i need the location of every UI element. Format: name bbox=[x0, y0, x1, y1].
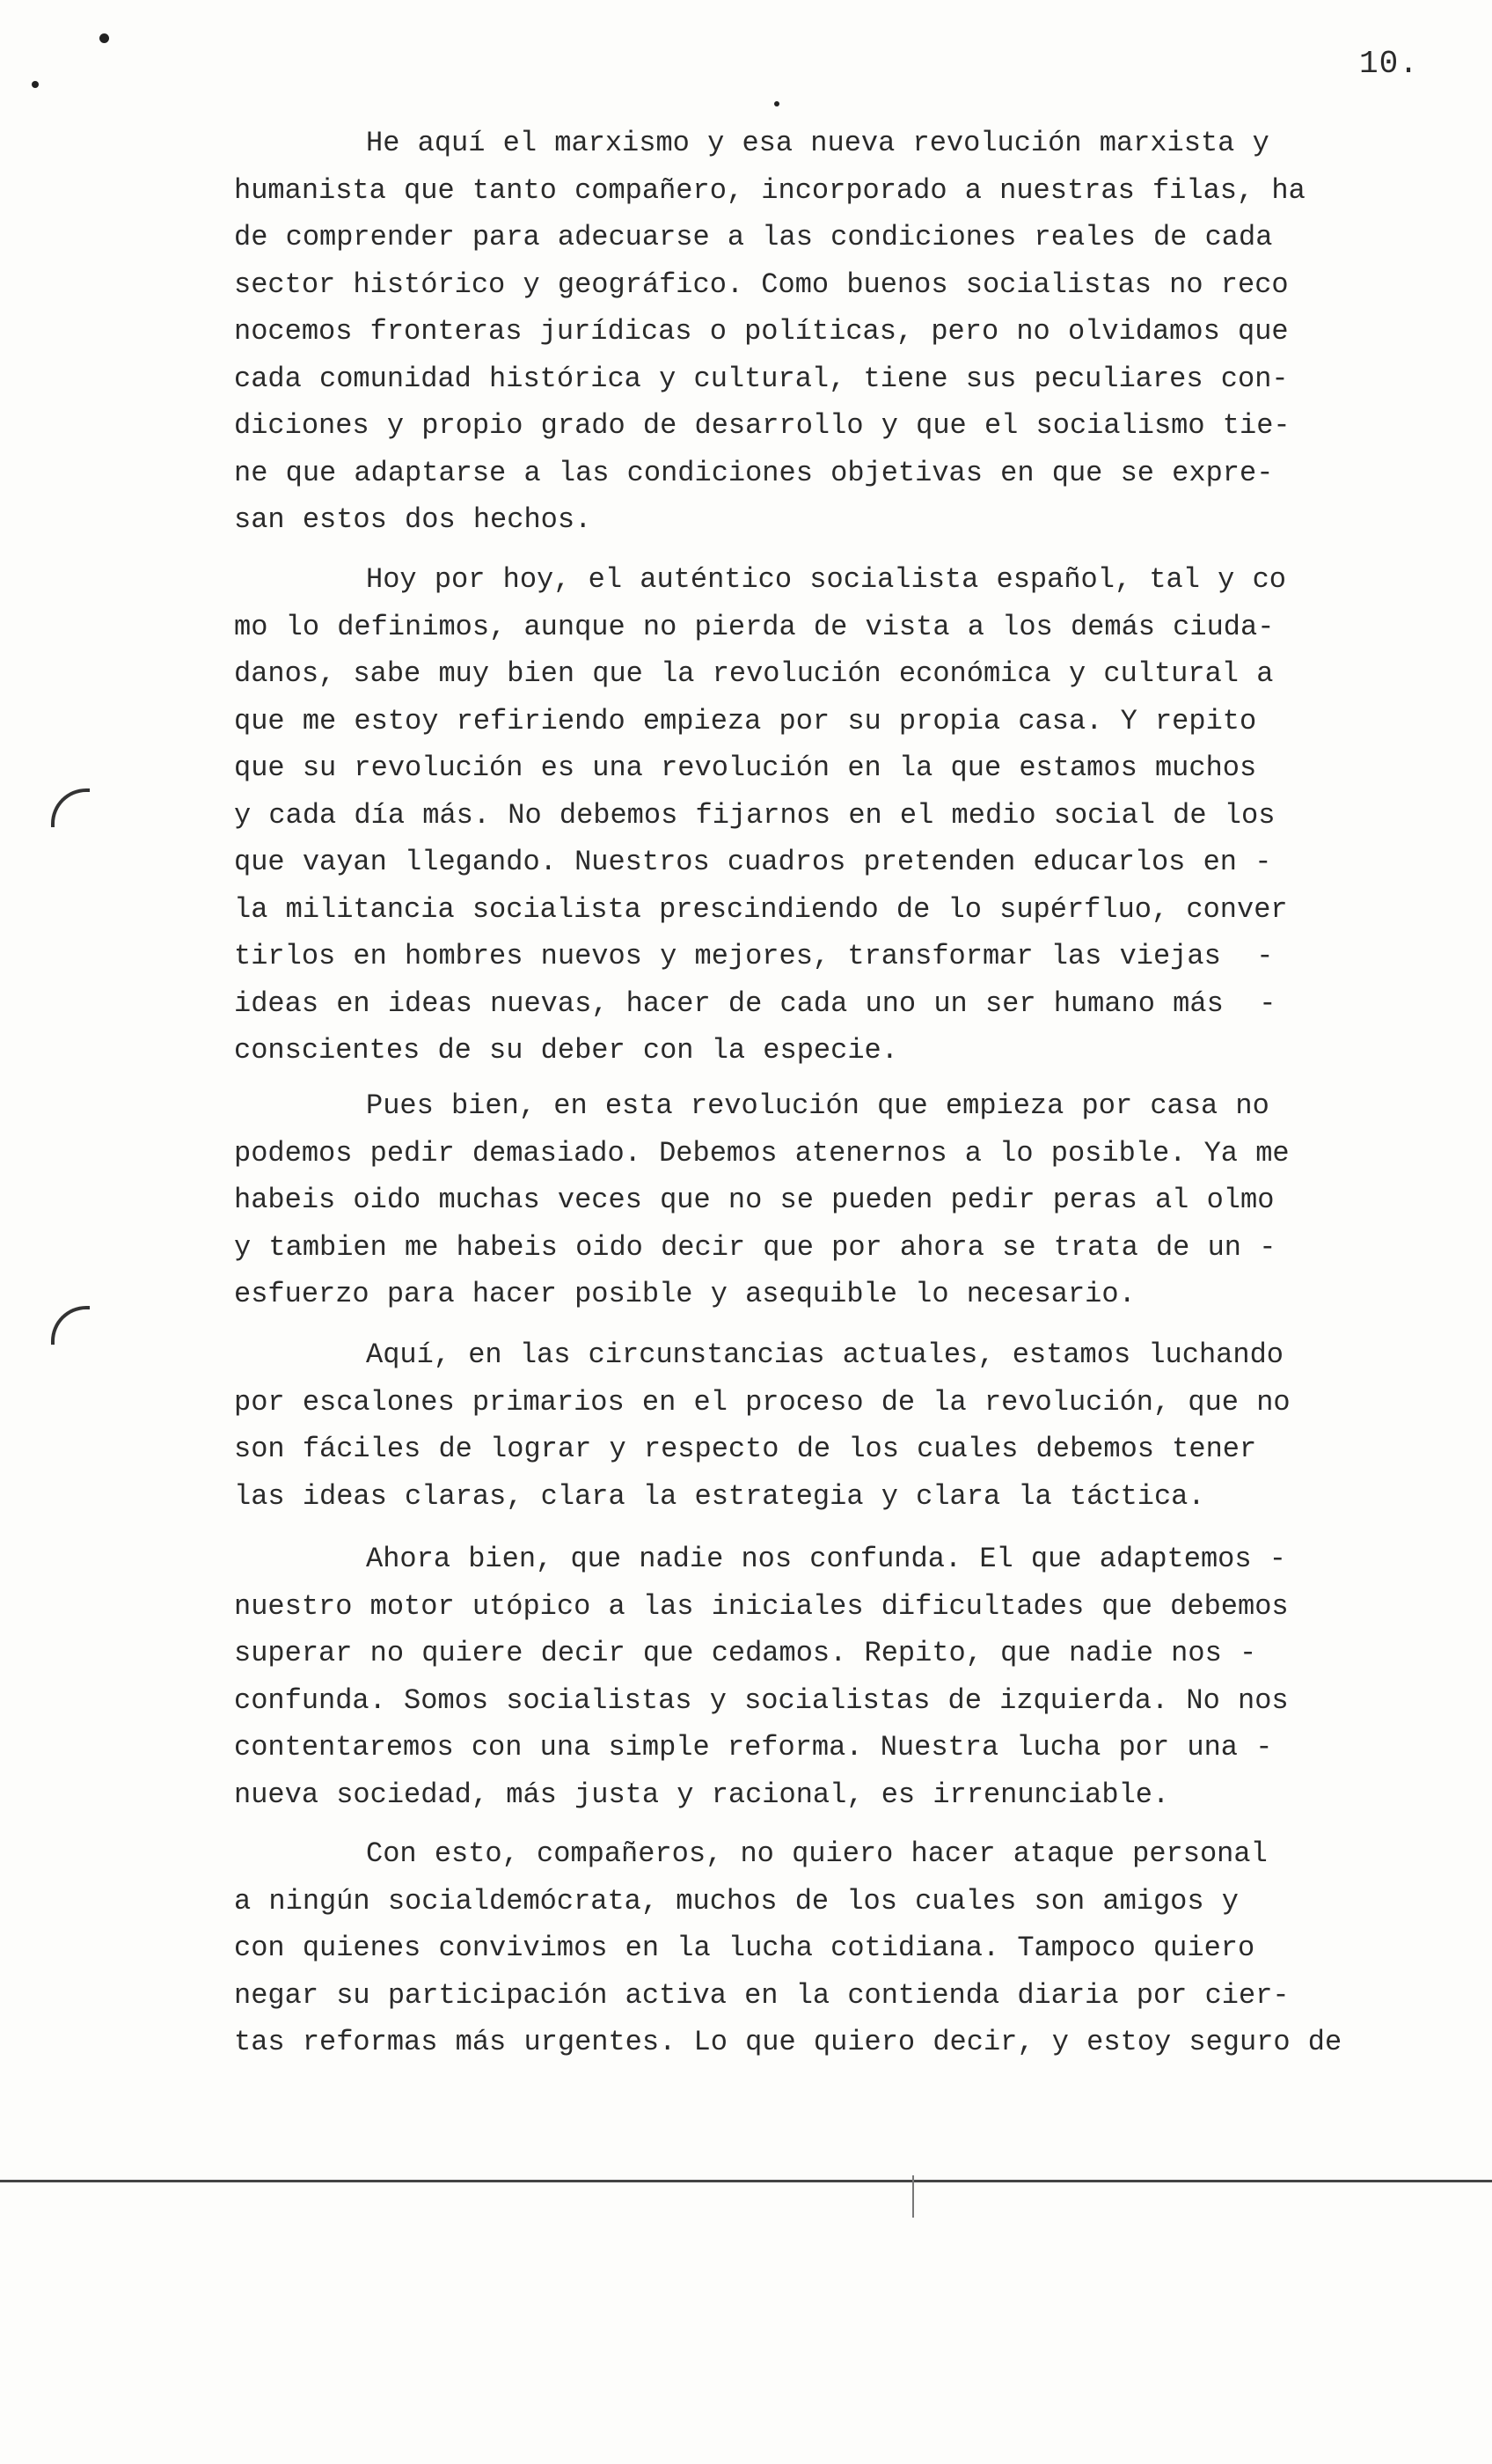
text-line: a ningún socialdemócrata, muchos de los cuales son amigos y bbox=[234, 1884, 1239, 1918]
text-line: de comprender para adecuarse a las condiciones reales de cada bbox=[234, 221, 1273, 253]
text-line: ne que adaptarse a las condiciones objetivas en que se expre- bbox=[234, 456, 1274, 489]
paragraph bbox=[234, 1331, 1430, 1520]
text-line: He aquí el marxismo y esa nueva revolución marxista y bbox=[366, 127, 1269, 159]
text-line: Ahora bien, que nadie nos confunda. El que adaptemos - bbox=[366, 1543, 1286, 1575]
paragraph bbox=[234, 1082, 1430, 1318]
text-line: son fáciles de lograr y respecto de los cuales debemos tener bbox=[234, 1433, 1257, 1465]
rule-tick-mark bbox=[912, 2175, 914, 2218]
text-line: Con esto, compañeros, no quiero hacer ataque personal bbox=[366, 1837, 1268, 1870]
text-line: podemos pedir demasiado. Debemos atenernos a lo posible. Ya me bbox=[234, 1136, 1290, 1170]
text-line: nuestro motor utópico a las iniciales dificultades que debemos bbox=[234, 1589, 1289, 1623]
text-line: mo lo definimos, aunque no pierda de vista a los demás ciuda- bbox=[234, 610, 1275, 643]
text-line: y cada día más. No debemos fijarnos en el medio social de los bbox=[234, 798, 1276, 832]
scan-speck bbox=[99, 33, 109, 43]
text-line: con quienes convivimos en la lucha cotidiana. Tampoco quiero bbox=[234, 1932, 1255, 1964]
text-line: contentaremos con una simple reforma. Nuestra lucha por una - bbox=[234, 1731, 1273, 1764]
text-line: esfuerzo para hacer posible y asequible lo necesario. bbox=[234, 1278, 1136, 1310]
page-bottom-rule bbox=[0, 2180, 1492, 2182]
scan-speck bbox=[32, 81, 39, 88]
text-line: la militancia socialista prescindiendo de lo supérfluo, conver bbox=[234, 892, 1288, 926]
text-line: Hoy por hoy, el auténtico socialista español, tal y co bbox=[366, 563, 1286, 596]
text-line: san estos dos hechos. bbox=[234, 503, 592, 536]
text-line: que me estoy refiriendo empieza por su propia casa. Y repito bbox=[234, 704, 1257, 737]
text-line: cada comunidad histórica y cultural, tiene sus peculiares con- bbox=[234, 362, 1289, 395]
text-line: habeis oido muchas veces que no se pueden pedir peras al olmo bbox=[234, 1184, 1275, 1216]
margin-bracket-mark bbox=[51, 788, 90, 827]
text-line: nueva sociedad, más justa y racional, es irrenunciable. bbox=[234, 1778, 1170, 1811]
text-line: humanista que tanto compañero, incorporado a nuestras filas, ha bbox=[234, 173, 1306, 207]
paragraph bbox=[234, 120, 1430, 544]
paragraph bbox=[234, 556, 1430, 1074]
paragraph bbox=[234, 1536, 1430, 1818]
text-line: negar su participación activa en la contienda diaria por cier- bbox=[234, 1978, 1290, 2012]
text-line: confunda. Somos socialistas y socialistas de izquierda. No nos bbox=[234, 1683, 1289, 1717]
text-line: las ideas claras, clara la estrategia y clara la táctica. bbox=[234, 1479, 1205, 1513]
text-line: diciones y propio grado de desarrollo y que el socialismo tie- bbox=[234, 409, 1291, 442]
text-line: y tambien me habeis oido decir que por ahora se trata de un - bbox=[234, 1230, 1276, 1264]
text-line: conscientes de su deber con la especie. bbox=[234, 1034, 898, 1067]
text-line: Aquí, en las circunstancias actuales, estamos luchando bbox=[366, 1338, 1284, 1371]
paragraph bbox=[234, 1830, 1430, 2066]
text-line: que su revolución es una revolución en la que estamos muchos bbox=[234, 752, 1257, 784]
scan-speck bbox=[774, 101, 779, 106]
text-line: tirlos en hombres nuevos y mejores, transformar las viejas - bbox=[234, 940, 1274, 972]
text-line: que vayan llegando. Nuestros cuadros pretenden educarlos en - bbox=[234, 846, 1272, 878]
text-line: Pues bien, en esta revolución que empieza por casa no bbox=[366, 1089, 1269, 1122]
text-line: nocemos fronteras jurídicas o políticas, pero no olvidamos que bbox=[234, 315, 1289, 348]
text-line: ideas en ideas nuevas, hacer de cada uno un ser humano más - bbox=[234, 986, 1276, 1020]
text-line: tas reformas más urgentes. Lo que quiero decir, y estoy seguro de bbox=[234, 2026, 1342, 2058]
text-line: por escalones primarios en el proceso de la revolución, que no bbox=[234, 1385, 1291, 1419]
margin-bracket-mark bbox=[51, 1306, 90, 1345]
text-line: superar no quiere decir que cedamos. Repito, que nadie nos - bbox=[234, 1637, 1257, 1669]
page-number: 10. bbox=[1359, 46, 1419, 82]
text-line: danos, sabe muy bien que la revolución económica y cultural a bbox=[234, 657, 1274, 690]
text-line: sector histórico y geográfico. Como buenos socialistas no reco bbox=[234, 268, 1289, 301]
